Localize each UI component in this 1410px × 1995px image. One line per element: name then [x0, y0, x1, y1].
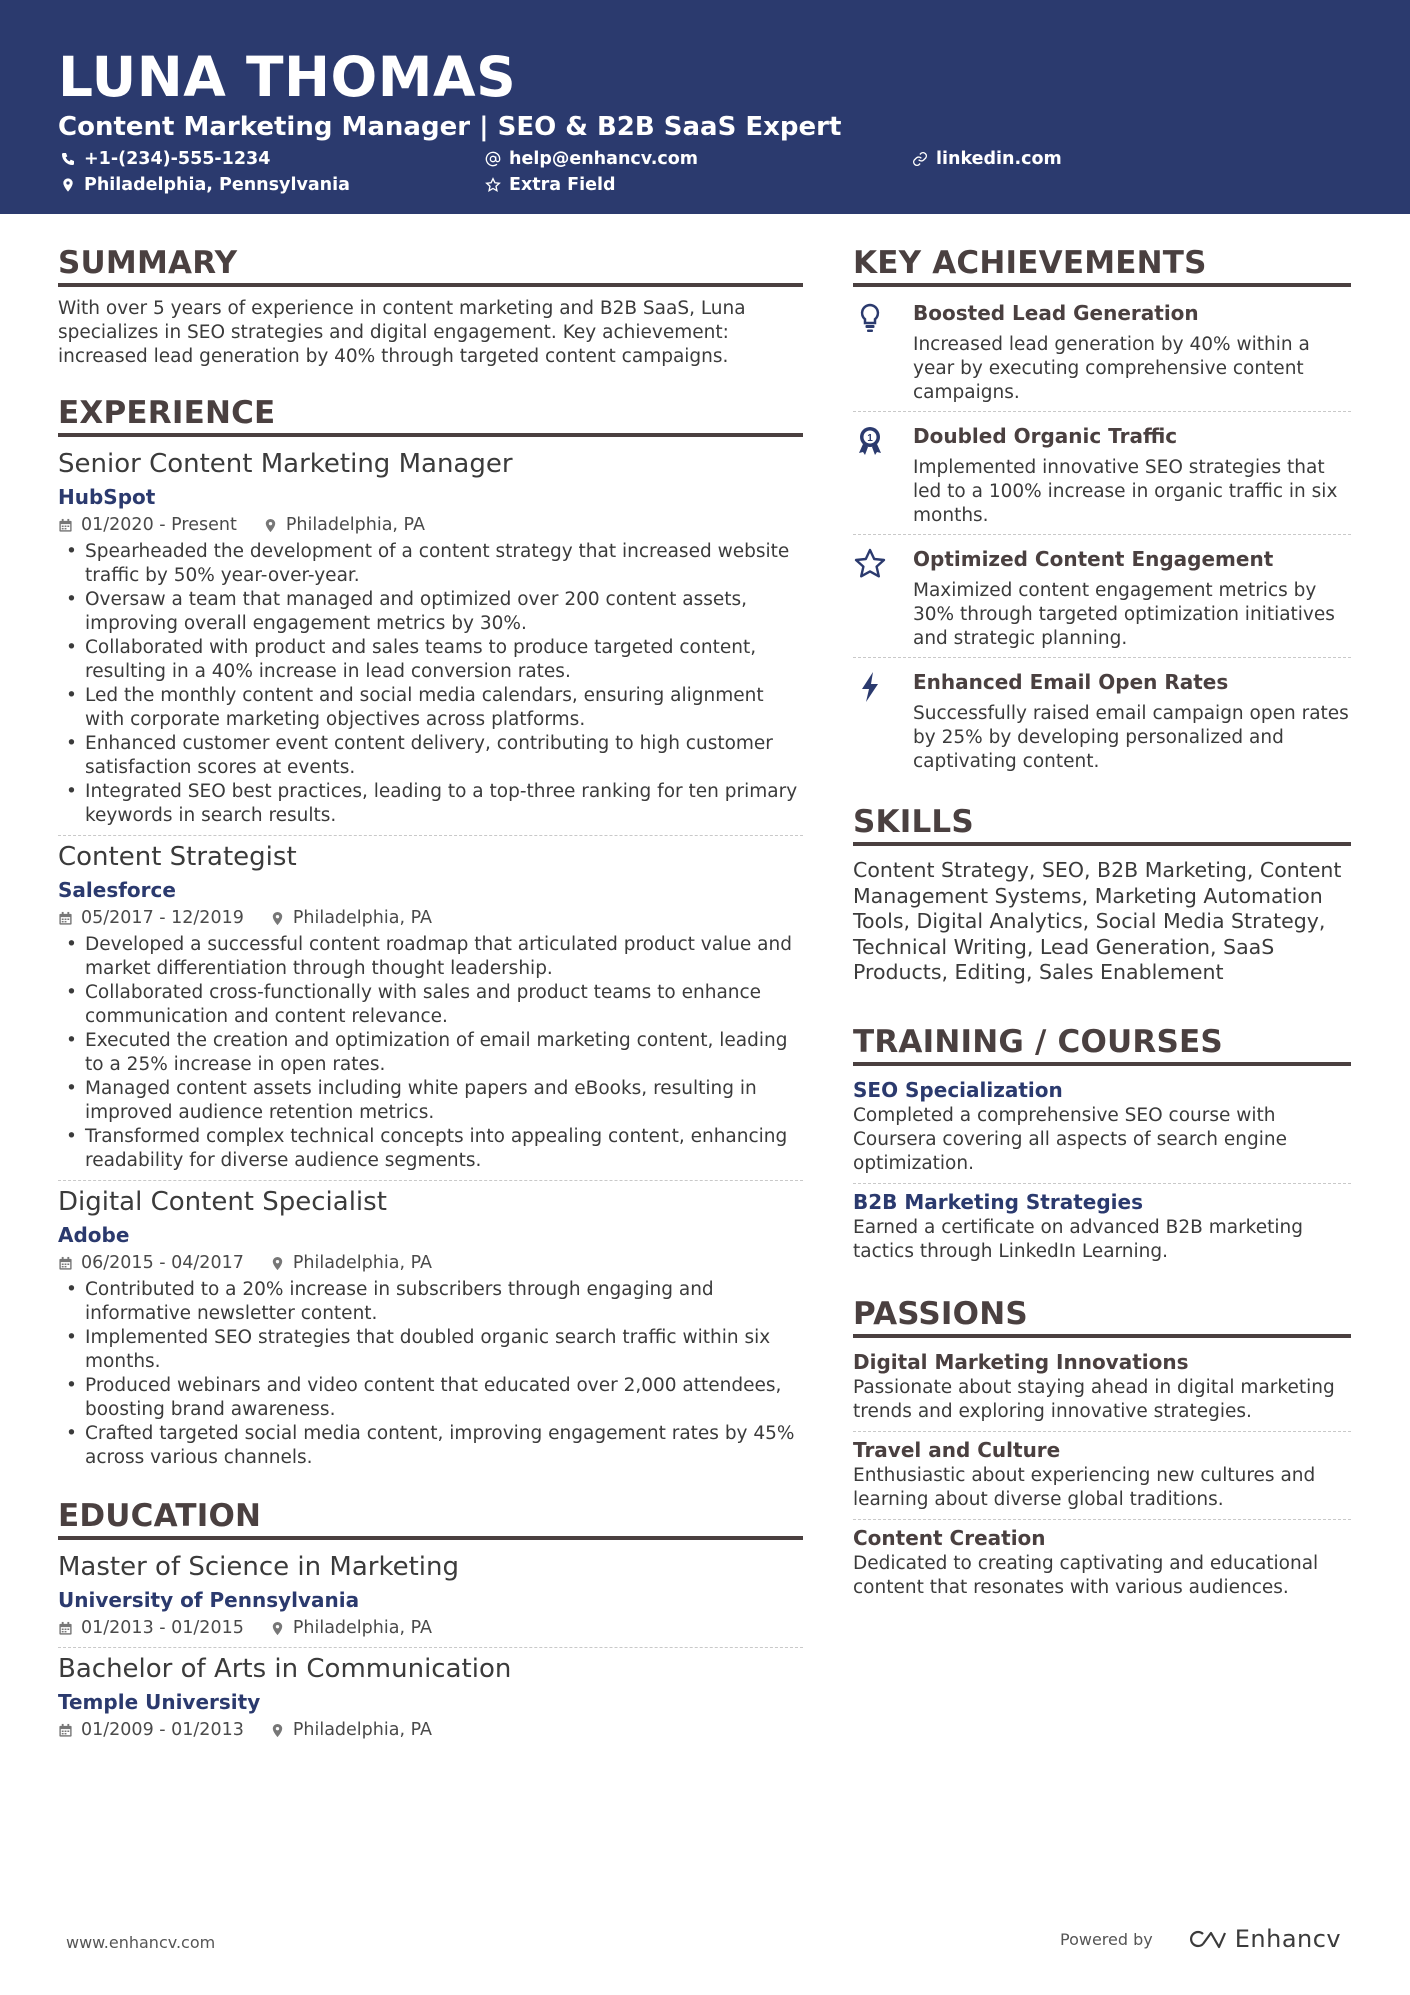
lightbulb-icon [853, 301, 887, 335]
achievement-item [853, 658, 1351, 780]
job-location [270, 1251, 432, 1275]
training-section [853, 1022, 1351, 1264]
map-pin-icon [270, 1723, 285, 1738]
calendar-icon [58, 911, 73, 926]
map-pin-icon [60, 177, 76, 193]
passion-description: Passionate about staying ahead in digital marketing trends and exploring innovative strategies. [853, 1376, 1335, 1422]
job-location-text: Philadelphia, PA [292, 1253, 432, 1273]
svg-text:1: 1 [867, 433, 873, 444]
passions-section [853, 1294, 1351, 1600]
phone-text: +1-(234)-555-1234 [84, 149, 271, 169]
achievements-heading: KEY ACHIEVEMENTS [853, 243, 1351, 287]
entry-divider [853, 1183, 1351, 1184]
phone-icon [60, 151, 76, 167]
passion-title: Travel and Culture [853, 1437, 1061, 1462]
company-name: Adobe [58, 1223, 130, 1247]
job-dates-text: 05/2017 - 12/2019 [81, 908, 244, 928]
education-heading: EDUCATION [58, 1496, 803, 1540]
education-dates-text: 01/2013 - 01/2015 [81, 1618, 244, 1638]
summary-text: With over 5 years of experience in content marketing and B2B SaaS, Luna specializes in SEO strategies and digital engagement. Key achievement: increased lead generation by 40% through targeted content campaigns. [58, 298, 746, 367]
job-dates [58, 906, 244, 930]
education-location-text: Philadelphia, PA [292, 1720, 432, 1740]
map-pin-icon [270, 1621, 285, 1636]
contact-extra [485, 173, 616, 197]
job-location [263, 513, 425, 537]
enhancv-brand-text: Enhancv [1234, 1925, 1342, 1953]
skills-heading: SKILLS [853, 802, 1351, 846]
job-bullet: • Contributed to a 20% increase in subscribers through engaging and informative newsletter content. [58, 1278, 803, 1326]
resume-header [0, 0, 1410, 214]
degree-title: Master of Science in Marketing [58, 1552, 459, 1582]
candidate-name: LUNA THOMAS [58, 45, 517, 109]
job-bullet: • Spearheaded the development of a content strategy that increased website traffic by 50% year-over-year. [58, 540, 803, 588]
calendar-icon [58, 1723, 73, 1738]
award-ribbon-icon [853, 424, 887, 458]
map-pin-icon [270, 911, 285, 926]
company-name: HubSpot [58, 485, 156, 509]
calendar-icon [58, 518, 73, 533]
job-bullets [58, 1278, 803, 1470]
experience-section [58, 393, 803, 1470]
job-dates [58, 1251, 244, 1275]
job-dates-text: 01/2020 - Present [81, 515, 237, 535]
passion-description: Enthusiastic about experiencing new cultures and learning about diverse global traditions. [853, 1464, 1316, 1510]
degree-title: Bachelor of Arts in Communication [58, 1654, 512, 1684]
job-dates [58, 513, 237, 537]
entry-divider [58, 1647, 803, 1648]
job-bullet: • Enhanced customer event content delivery, contributing to high customer satisfaction scores at events. [58, 732, 803, 780]
course-description: Earned a certificate on advanced B2B marketing tactics through LinkedIn Learning. [853, 1216, 1303, 1262]
job-bullet: • Crafted targeted social media content, improving engagement rates by 45% across various channels. [58, 1422, 803, 1470]
contact-phone [60, 147, 270, 171]
skills-list: Content Strategy, SEO, B2B Marketing, Content Management Systems, Marketing Automation Tools, Digital Analytics, Social Media Strategy, Technical Writing, Lead Generation, SaaS Products, Editing, Sales Enablement [853, 858, 1342, 984]
job-meta [58, 1251, 803, 1275]
achievement-item [853, 535, 1351, 657]
footer-branding [1060, 1925, 1341, 1953]
contact-linkedin[interactable] [912, 147, 1062, 171]
at-sign-icon [485, 151, 501, 167]
course-title: B2B Marketing Strategies [853, 1189, 1143, 1214]
achievement-title: Enhanced Email Open Rates [913, 670, 1229, 694]
job-bullet: • Produced webinars and video content that educated over 2,000 attendees, boosting brand awareness. [58, 1374, 803, 1422]
achievement-description: Maximized content engagement metrics by 30% through targeted optimization initiatives and strategic planning. [913, 580, 1335, 649]
job-bullet: • Executed the creation and optimization of email marketing content, leading to a 25% increase in open rates. [58, 1029, 803, 1077]
achievement-description: Increased lead generation by 40% within a year by executing comprehensive content campaigns. [913, 334, 1310, 403]
education-meta [58, 1616, 803, 1640]
star-icon [485, 177, 501, 193]
entry-divider [58, 835, 803, 836]
map-pin-icon [270, 1256, 285, 1271]
entry-divider [853, 1519, 1351, 1520]
calendar-icon [58, 1621, 73, 1636]
email-text: help@enhancv.com [509, 149, 699, 169]
achievement-title: Boosted Lead Generation [913, 301, 1199, 325]
location-text: Philadelphia, Pennsylvania [84, 175, 350, 195]
entry-divider [853, 1431, 1351, 1432]
left-column [58, 243, 803, 1742]
calendar-icon [58, 1256, 73, 1271]
education-dates [58, 1718, 244, 1742]
education-entry [58, 1550, 803, 1640]
education-dates-text: 01/2009 - 01/2013 [81, 1720, 244, 1740]
experience-entry [58, 840, 803, 1173]
achievement-description: Successfully raised email campaign open rates by 25% by developing personalized and captivating content. [913, 703, 1349, 772]
course-description: Completed a comprehensive SEO course with Coursera covering all aspects of search engine optimization. [853, 1104, 1288, 1174]
achievement-description: Implemented innovative SEO strategies that led to a 100% increase in organic traffic in six months. [913, 457, 1338, 526]
lightning-bolt-icon [853, 670, 887, 704]
education-location [270, 1616, 432, 1640]
job-location-text: Philadelphia, PA [292, 908, 432, 928]
job-bullet: • Managed content assets including white papers and eBooks, resulting in improved audience retention metrics. [58, 1077, 803, 1125]
job-location [270, 906, 432, 930]
achievement-title: Doubled Organic Traffic [913, 424, 1178, 448]
education-entry [58, 1652, 803, 1742]
summary-heading: SUMMARY [58, 243, 803, 287]
contact-location [60, 173, 350, 197]
enhancv-logo-icon [1181, 1927, 1229, 1951]
entry-divider [58, 1180, 803, 1181]
course-item [853, 1188, 1351, 1264]
training-heading: TRAINING / COURSES [853, 1022, 1351, 1066]
education-location-text: Philadelphia, PA [292, 1618, 432, 1638]
job-bullets [58, 933, 803, 1173]
job-bullet: • Oversaw a team that managed and optimized over 200 content assets, improving overall engagement metrics by 30%. [58, 588, 803, 636]
job-title: Senior Content Marketing Manager [58, 449, 513, 479]
education-location [270, 1718, 432, 1742]
right-column [853, 243, 1351, 1600]
map-pin-icon [263, 518, 278, 533]
footer-website-link[interactable]: www.enhancv.com [66, 1933, 216, 1952]
achievements-section [853, 243, 1351, 780]
job-bullet: • Developed a successful content roadmap that articulated product value and market differentiation through thought leadership. [58, 933, 803, 981]
enhancv-logo[interactable] [1181, 1925, 1341, 1953]
passion-description: Dedicated to creating captivating and educational content that resonates with various audiences. [853, 1552, 1319, 1598]
job-bullet: • Implemented SEO strategies that doubled organic search traffic within six months. [58, 1326, 803, 1374]
passion-title: Digital Marketing Innovations [853, 1349, 1189, 1374]
job-location-text: Philadelphia, PA [285, 515, 425, 535]
candidate-headline: Content Marketing Manager | SEO & B2B SaaS Expert [58, 112, 842, 142]
education-dates [58, 1616, 244, 1640]
summary-section [58, 243, 803, 369]
job-bullets [58, 540, 803, 828]
passion-item [853, 1436, 1351, 1512]
experience-entry [58, 1185, 803, 1470]
achievement-item [853, 412, 1351, 534]
linkedin-text: linkedin.com [936, 149, 1062, 169]
job-title: Content Strategist [58, 842, 297, 872]
company-name: Salesforce [58, 878, 176, 902]
job-bullet: • Collaborated with product and sales teams to produce targeted content, resulting in a 40% increase in lead conversion rates. [58, 636, 803, 684]
passions-heading: PASSIONS [853, 1294, 1351, 1338]
passion-item [853, 1524, 1351, 1600]
powered-by-label: Powered by [1060, 1929, 1153, 1949]
education-meta [58, 1718, 803, 1742]
job-meta [58, 513, 803, 537]
job-meta [58, 906, 803, 930]
job-bullet: • Integrated SEO best practices, leading to a top-three ranking for ten primary keywords in search results. [58, 780, 803, 828]
job-dates-text: 06/2015 - 04/2017 [81, 1253, 244, 1273]
link-icon [912, 151, 928, 167]
school-name: University of Pennsylvania [58, 1588, 360, 1612]
achievement-item [853, 289, 1351, 411]
contact-email[interactable] [485, 147, 698, 171]
achievement-title: Optimized Content Engagement [913, 547, 1274, 571]
job-bullet: • Led the monthly content and social media calendars, ensuring alignment with corporate marketing objectives across platforms. [58, 684, 803, 732]
job-title: Digital Content Specialist [58, 1187, 387, 1217]
course-item [853, 1076, 1351, 1176]
school-name: Temple University [58, 1690, 261, 1714]
experience-heading: EXPERIENCE [58, 393, 803, 437]
passion-item [853, 1348, 1351, 1424]
extra-field-text: Extra Field [509, 175, 616, 195]
star-icon [853, 547, 887, 581]
experience-entry [58, 447, 803, 828]
education-section [58, 1496, 803, 1742]
job-bullet: • Transformed complex technical concepts into appealing content, enhancing readability for diverse audience segments. [58, 1125, 803, 1173]
passion-title: Content Creation [853, 1525, 1046, 1550]
course-title: SEO Specialization [853, 1077, 1063, 1102]
skills-section [853, 802, 1351, 986]
job-bullet: • Collaborated cross-functionally with sales and product teams to enhance communication and content relevance. [58, 981, 803, 1029]
